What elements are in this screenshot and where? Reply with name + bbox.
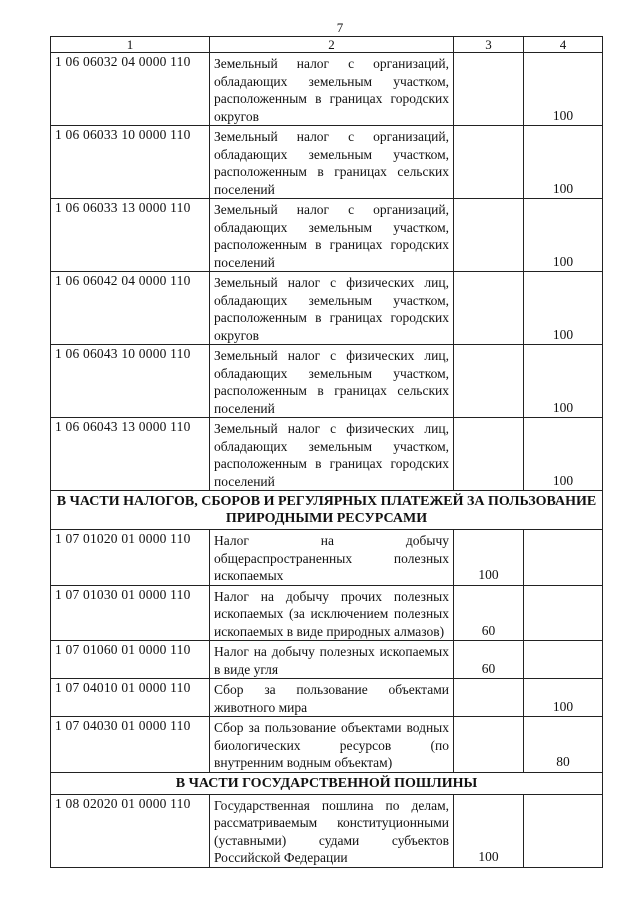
table-row (51, 272, 603, 345)
page-number: 7 (336, 20, 344, 35)
budget-code-cell: 1 06 06042 04 0000 110 (51, 272, 210, 345)
percent-cell-4 (524, 530, 603, 586)
header-row (51, 37, 603, 53)
percent-cell-4: 100 (524, 199, 603, 272)
table-row (51, 530, 603, 586)
budget-code-cell: 1 08 02020 01 0000 110 (51, 794, 210, 867)
section-header-row (51, 772, 603, 794)
income-name-cell: Земельный налог с физических лиц, обладающих земельным участком, расположенным в границах городских округов (210, 272, 454, 345)
percent-cell-4: 100 (524, 679, 603, 717)
budget-code-cell: 1 07 01060 01 0000 110 (51, 641, 210, 679)
percent-cell-4: 100 (524, 126, 603, 199)
percent-cell-3 (454, 418, 524, 491)
income-name-cell: Земельный налог с организаций, обладающих земельным участком, расположенным в границах городских поселений (210, 199, 454, 272)
table-row (51, 641, 603, 679)
income-name-cell: Сбор за пользование объектами водных биологических ресурсов (по внутренним водным объектам) (210, 717, 454, 773)
percent-cell-4: 100 (524, 418, 603, 491)
budget-code-cell: 1 06 06033 10 0000 110 (51, 126, 210, 199)
column-header: 1 (51, 37, 210, 53)
percent-cell-3 (454, 126, 524, 199)
percent-cell-4 (524, 641, 603, 679)
budget-code-cell: 1 07 01020 01 0000 110 (51, 530, 210, 586)
section-title: В ЧАСТИ ГОСУДАРСТВЕННОЙ ПОШЛИНЫ (51, 772, 603, 794)
table-row (51, 717, 603, 773)
income-name-cell: Земельный налог с физических лиц, обладающих земельным участком, расположенным в границах городских поселений (210, 418, 454, 491)
income-name-cell: Земельный налог с организаций, обладающих земельным участком, расположенным в границах городских округов (210, 53, 454, 126)
percent-cell-4 (524, 585, 603, 641)
table-row (51, 418, 603, 491)
table-row (51, 126, 603, 199)
section-header-row (51, 491, 603, 530)
income-name-cell: Налог на добычу полезных ископаемых в виде угля (210, 641, 454, 679)
income-name-cell: Государственная пошлина по делам, рассматриваемым конституционными (уставными) судами субъектов Российской Федерации (210, 794, 454, 867)
table-row (51, 199, 603, 272)
percent-cell-3 (454, 272, 524, 345)
budget-code-cell: 1 07 04030 01 0000 110 (51, 717, 210, 773)
income-name-cell: Налог на добычу прочих полезных ископаемых (за исключением полезных ископаемых в виде природных алмазов) (210, 585, 454, 641)
column-header: 3 (454, 37, 524, 53)
income-name-cell: Земельный налог с организаций, обладающих земельным участком, расположенным в границах сельских поселений (210, 126, 454, 199)
percent-cell-3 (454, 345, 524, 418)
column-header: 2 (210, 37, 454, 53)
percent-cell-3: 100 (454, 530, 524, 586)
income-name-cell: Налог на добычу общераспространенных полезных ископаемых (210, 530, 454, 586)
percent-cell-3 (454, 53, 524, 126)
percent-cell-4: 100 (524, 345, 603, 418)
budget-code-cell: 1 06 06032 04 0000 110 (51, 53, 210, 126)
percent-cell-3: 60 (454, 585, 524, 641)
percent-cell-3: 60 (454, 641, 524, 679)
section-title: В ЧАСТИ НАЛОГОВ, СБОРОВ И РЕГУЛЯРНЫХ ПЛАТЕЖЕЙ ЗА ПОЛЬЗОВАНИЕ ПРИРОДНЫМИ РЕСУРСАМИ (51, 491, 603, 530)
table-row (51, 794, 603, 867)
table-row (51, 679, 603, 717)
budget-code-cell: 1 06 06033 13 0000 110 (51, 199, 210, 272)
table-row (51, 53, 603, 126)
budget-code-cell: 1 07 04010 01 0000 110 (51, 679, 210, 717)
percent-cell-3 (454, 717, 524, 773)
percent-cell-4: 100 (524, 53, 603, 126)
percent-cell-3: 100 (454, 794, 524, 867)
table-row (51, 345, 603, 418)
budget-code-cell: 1 06 06043 10 0000 110 (51, 345, 210, 418)
percent-cell-4: 100 (524, 272, 603, 345)
percent-cell-3 (454, 199, 524, 272)
percent-cell-4: 80 (524, 717, 603, 773)
revenue-table (50, 36, 603, 868)
percent-cell-4 (524, 794, 603, 867)
percent-cell-3 (454, 679, 524, 717)
income-name-cell: Земельный налог с физических лиц, обладающих земельным участком, расположенным в границах сельских поселений (210, 345, 454, 418)
budget-code-cell: 1 06 06043 13 0000 110 (51, 418, 210, 491)
column-header: 4 (524, 37, 603, 53)
income-name-cell: Сбор за пользование объектами животного мира (210, 679, 454, 717)
table-row (51, 585, 603, 641)
budget-code-cell: 1 07 01030 01 0000 110 (51, 585, 210, 641)
